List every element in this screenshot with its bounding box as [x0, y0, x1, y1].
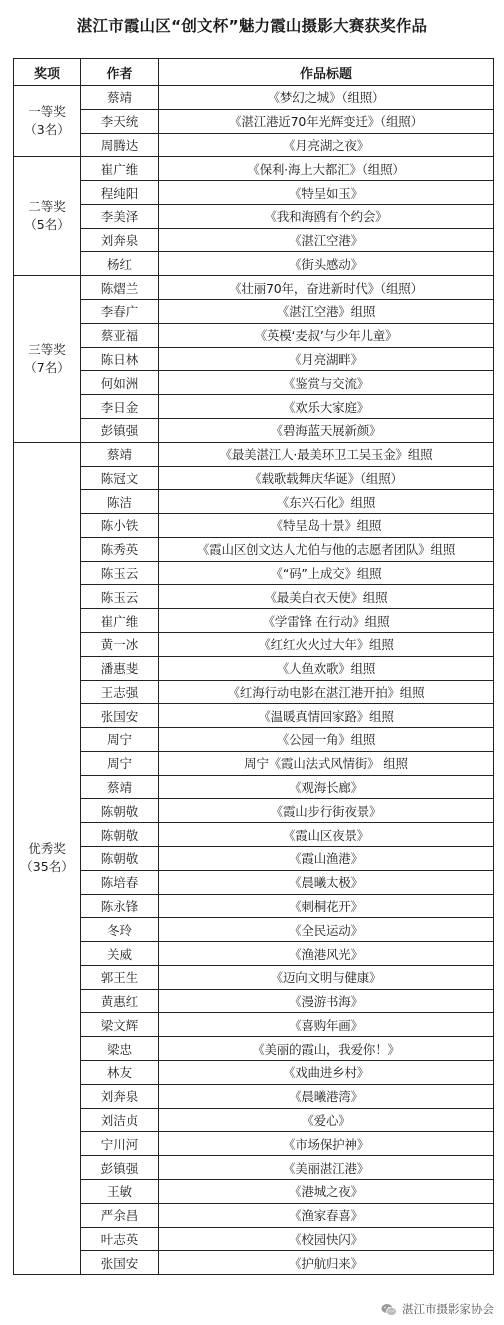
author-cell: 张国安 — [81, 704, 159, 728]
work-title-cell: 《最美湛江人·最美环卫工吴玉金》组照 — [159, 442, 494, 466]
award-level-cell — [14, 86, 81, 157]
author-cell: 周宁 — [81, 751, 159, 775]
work-title-cell: 《霞山渔港》 — [159, 847, 494, 871]
work-title-cell: 《英模‘麦叔’与少年儿童》 — [159, 323, 494, 347]
work-title-cell: 《爱心》 — [159, 1108, 494, 1132]
table-row — [14, 1084, 494, 1108]
award-count-label: （3名） — [24, 122, 70, 138]
table-row — [14, 1251, 494, 1275]
author-cell: 王敏 — [81, 1179, 159, 1203]
award-level-label: 二等奖 — [28, 199, 66, 215]
author-cell: 冬玲 — [81, 918, 159, 942]
work-title-cell: 《“码”上成交》组照 — [159, 561, 494, 585]
author-cell: 张国安 — [81, 1251, 159, 1275]
work-title-cell: 《壮丽70年，奋进新时代》（组照） — [159, 276, 494, 300]
author-cell: 梁忠 — [81, 1037, 159, 1061]
table-row — [14, 371, 494, 395]
work-title-cell: 《渔港风光》 — [159, 942, 494, 966]
author-cell: 周宁 — [81, 728, 159, 752]
author-cell: 陈洁 — [81, 490, 159, 514]
award-count-label: （7名） — [24, 359, 70, 375]
work-title-cell: 《校园快闪》 — [159, 1227, 494, 1251]
author-cell: 陈日林 — [81, 347, 159, 371]
header-award: 奖项 — [14, 59, 81, 86]
table-row — [14, 86, 494, 110]
author-cell: 潘惠斐 — [81, 656, 159, 680]
work-title-cell: 《街头感动》 — [159, 252, 494, 276]
table-row — [14, 537, 494, 561]
author-cell: 陈朝敬 — [81, 823, 159, 847]
work-title-cell: 《特呈如玉》 — [159, 181, 494, 205]
work-title-cell: 《学雷锋 在行动》组照 — [159, 609, 494, 633]
author-cell: 陈朝敬 — [81, 799, 159, 823]
work-title-cell: 《霞山步行街夜景》 — [159, 799, 494, 823]
work-title-cell: 《人鱼欢歌》组照 — [159, 656, 494, 680]
author-cell: 彭镇强 — [81, 1156, 159, 1180]
table-row — [14, 989, 494, 1013]
table-row — [14, 514, 494, 538]
award-level-label: 三等奖 — [28, 341, 66, 357]
work-title-cell: 《月亮湖之夜》 — [159, 133, 494, 157]
work-title-cell: 《我和海鸥有个约会》 — [159, 204, 494, 228]
table-row — [14, 204, 494, 228]
author-cell: 陈永锋 — [81, 894, 159, 918]
table-row — [14, 609, 494, 633]
work-title-cell: 《漫游书海》 — [159, 989, 494, 1013]
table-row — [14, 133, 494, 157]
table-row — [14, 870, 494, 894]
author-cell: 陈冠文 — [81, 466, 159, 490]
author-cell: 陈熠兰 — [81, 276, 159, 300]
work-title-cell: 《刺桐花开》 — [159, 894, 494, 918]
table-row — [14, 490, 494, 514]
table-row — [14, 109, 494, 133]
author-cell: 陈培春 — [81, 870, 159, 894]
author-cell: 蔡靖 — [81, 442, 159, 466]
work-title-cell: 《湛江空港》 — [159, 228, 494, 252]
wechat-icon — [381, 1302, 397, 1316]
work-title-cell: 《霞山区创文达人尤伯与他的志愿者团队》组照 — [159, 537, 494, 561]
author-cell: 陈朝敬 — [81, 847, 159, 871]
table-row — [14, 395, 494, 419]
author-cell: 崔广维 — [81, 157, 159, 181]
table-row — [14, 1108, 494, 1132]
award-level-cell — [14, 157, 81, 276]
table-header-row — [14, 59, 494, 86]
author-cell: 林友 — [81, 1061, 159, 1085]
author-cell: 关威 — [81, 942, 159, 966]
work-title-cell: 《欢乐大家庭》 — [159, 395, 494, 419]
work-title-cell: 《温暖真情回家路》组照 — [159, 704, 494, 728]
author-cell: 刘奔泉 — [81, 228, 159, 252]
author-cell: 周腾达 — [81, 133, 159, 157]
author-cell: 李日金 — [81, 395, 159, 419]
table-row — [14, 799, 494, 823]
table-row — [14, 181, 494, 205]
author-cell: 陈玉云 — [81, 561, 159, 585]
table-row — [14, 157, 494, 181]
award-level-label: 一等奖 — [28, 104, 66, 120]
author-cell: 杨红 — [81, 252, 159, 276]
header-author: 作者 — [81, 59, 159, 86]
work-title-cell: 《碧海蓝天展新颜》 — [159, 418, 494, 442]
author-cell: 陈小铁 — [81, 514, 159, 538]
work-title-cell: 《最美白衣天使》组照 — [159, 585, 494, 609]
table-row — [14, 894, 494, 918]
work-title-cell: 《渔家春喜》 — [159, 1203, 494, 1227]
table-row — [14, 347, 494, 371]
table-row — [14, 1203, 494, 1227]
author-cell: 何如洲 — [81, 371, 159, 395]
work-title-cell: 周宁《霞山法式风情街》 组照 — [159, 751, 494, 775]
table-row — [14, 965, 494, 989]
table-row — [14, 1013, 494, 1037]
table-row — [14, 918, 494, 942]
page-title: 湛江市霞山区“创文杯”魅力霞山摄影大赛获奖作品 — [76, 17, 428, 35]
table-row — [14, 252, 494, 276]
author-cell: 宁川河 — [81, 1132, 159, 1156]
award-level-cell — [14, 276, 81, 442]
table-row — [14, 228, 494, 252]
award-level-label: 优秀奖 — [28, 841, 66, 857]
award-count-label: （5名） — [24, 217, 70, 233]
author-cell: 李春广 — [81, 300, 159, 324]
work-title-cell: 《美丽的霞山，我爱你！》 — [159, 1037, 494, 1061]
work-title-cell: 《鉴赏与交流》 — [159, 371, 494, 395]
award-count-label: （35名） — [20, 859, 74, 875]
work-title-cell: 《特呈岛十景》组照 — [159, 514, 494, 538]
author-cell: 黄惠红 — [81, 989, 159, 1013]
table-row — [14, 1227, 494, 1251]
table-row — [14, 1132, 494, 1156]
author-cell: 李天统 — [81, 109, 159, 133]
table-row — [14, 300, 494, 324]
author-cell: 叶志英 — [81, 1227, 159, 1251]
table-row — [14, 1156, 494, 1180]
table-row — [14, 1061, 494, 1085]
work-title-cell: 《月亮湖畔》 — [159, 347, 494, 371]
author-cell: 蔡靖 — [81, 775, 159, 799]
work-title-cell: 《护航归来》 — [159, 1251, 494, 1275]
table-row — [14, 823, 494, 847]
table-row — [14, 704, 494, 728]
table-row — [14, 847, 494, 871]
work-title-cell: 《公园一角》组照 — [159, 728, 494, 752]
work-title-cell: 《戏曲进乡村》 — [159, 1061, 494, 1085]
author-cell: 程纯阳 — [81, 181, 159, 205]
table-row — [14, 942, 494, 966]
author-cell: 陈秀英 — [81, 537, 159, 561]
table-row — [14, 1179, 494, 1203]
work-title-cell: 《喜购年画》 — [159, 1013, 494, 1037]
work-title-cell: 《红海行动电影在湛江港开拍》组照 — [159, 680, 494, 704]
work-title-cell: 《港城之夜》 — [159, 1179, 494, 1203]
work-title-cell: 《湛江空港》组照 — [159, 300, 494, 324]
work-title-cell: 《美丽湛江港》 — [159, 1156, 494, 1180]
work-title-cell: 《红红火火过大年》组照 — [159, 632, 494, 656]
author-cell: 蔡亚福 — [81, 323, 159, 347]
work-title-cell: 《观海长廊》 — [159, 775, 494, 799]
award-table — [13, 58, 494, 1275]
work-title-cell: 《载歌载舞庆华诞》（组照） — [159, 466, 494, 490]
header-work-title: 作品标题 — [159, 59, 494, 86]
author-cell: 蔡靖 — [81, 86, 159, 110]
work-title-cell: 《迈向文明与健康》 — [159, 965, 494, 989]
author-cell: 彭镇强 — [81, 418, 159, 442]
work-title-cell: 《梦幻之城》（组照） — [159, 86, 494, 110]
author-cell: 王志强 — [81, 680, 159, 704]
work-title-cell: 《晨曦太极》 — [159, 870, 494, 894]
author-cell: 陈玉云 — [81, 585, 159, 609]
work-title-cell: 《市场保护神》 — [159, 1132, 494, 1156]
author-cell: 刘洁贞 — [81, 1108, 159, 1132]
author-cell: 郭王生 — [81, 965, 159, 989]
work-title-cell: 《霞山区夜景》 — [159, 823, 494, 847]
author-cell: 黄一冰 — [81, 632, 159, 656]
work-title-cell: 《东兴石化》组照 — [159, 490, 494, 514]
work-title-cell: 《晨曦港湾》 — [159, 1084, 494, 1108]
table-row — [14, 466, 494, 490]
table-row — [14, 775, 494, 799]
author-cell: 李美泽 — [81, 204, 159, 228]
table-row — [14, 418, 494, 442]
author-cell: 崔广维 — [81, 609, 159, 633]
work-title-cell: 《保利·海上大都汇》（组照） — [159, 157, 494, 181]
table-row — [14, 1037, 494, 1061]
table-row — [14, 656, 494, 680]
table-row — [14, 561, 494, 585]
table-row — [14, 585, 494, 609]
source-label: 湛江市摄影家协会 — [402, 1302, 494, 1316]
table-row — [14, 751, 494, 775]
author-cell: 梁文辉 — [81, 1013, 159, 1037]
source-watermark — [381, 1300, 494, 1318]
author-cell: 刘奔泉 — [81, 1084, 159, 1108]
work-title-cell: 《湛江港近70年光辉变迁》（组照） — [159, 109, 494, 133]
table-row — [14, 632, 494, 656]
author-cell: 严余昌 — [81, 1203, 159, 1227]
table-row — [14, 323, 494, 347]
table-row — [14, 442, 494, 466]
award-table-body — [14, 86, 494, 1275]
table-row — [14, 728, 494, 752]
table-row — [14, 276, 494, 300]
award-level-cell — [14, 442, 81, 1274]
table-row — [14, 680, 494, 704]
work-title-cell: 《全民运动》 — [159, 918, 494, 942]
